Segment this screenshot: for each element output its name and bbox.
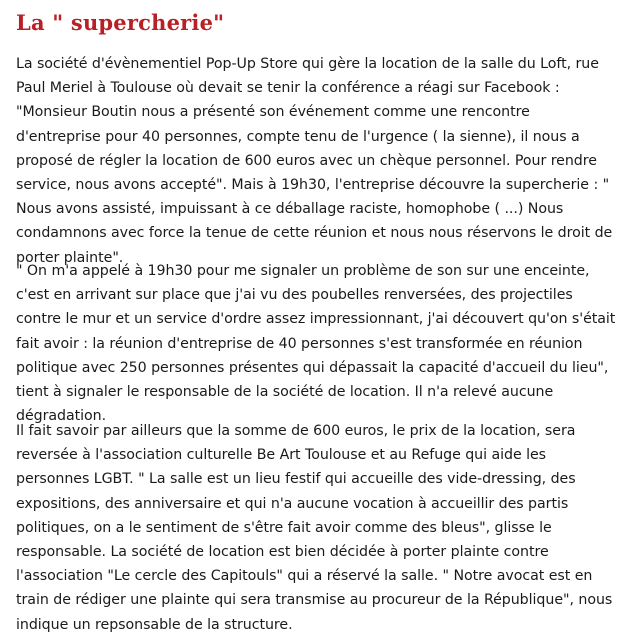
article	[16, 0, 616, 633]
article-paragraph-2: " On m'a appelé à 19h30 pour me signaler un problème de son sur une enceinte, c'est en arrivant sur place que j'ai vu des poubelles renversées, des projectiles contre le mur et un service d'ordre assez impressionnant, j'ai découvert qu'on s'était fait avoir : la réunion d'entreprise de 40 personnes s'est transformée en réunion politique avec 250 personnes présentes qui dépassait la capacité d'accueil du lieu", tient à signaler le responsable de la société de location. Il n'a relevé aucune dégradation.	[16, 263, 616, 425]
section-heading: La " supercherie"	[16, 10, 225, 35]
article-paragraph-3: Il fait savoir par ailleurs que la somme de 600 euros, le prix de la location, sera reversée à l'association culturelle Be Art Toulouse et au Refuge qui aide les personnes LGBT. " La salle est un lieu festif qui accueille des vide-dressing, des expositions, des anniversaire et qui n'a aucune vocation à accueillir des partis politiques, on a le sentiment de s'être fait avoir comme des bleus", glisse le responsable. La société de location est bien décidée à porter plainte contre l'association "Le cercle des Capitouls" qui a réservé la salle. " Notre avocat est en train de rédiger une plainte qui sera transmise au procureur de la République", nous indique un repsonsable de la structure.	[16, 423, 613, 633]
article-paragraph-1: La société d'évènementiel Pop-Up Store qui gère la location de la salle du Loft, rue Paul Meriel à Toulouse où devait se tenir la conférence a réagi sur Facebook : "Monsieur Boutin nous a présenté son événement comme une rencontre d'entreprise pour 40 personnes, compte tenu de l'urgence ( la sienne), il nous a proposé de régler la location de 600 euros avec un chèque personnel. Pour rendre service, nous avons accepté". Mais à 19h30, l'entreprise découvre la supercherie : " Nous avons assisté, impuissant à ce déballage raciste, homophobe ( ...) Nous condamnons avec force la tenue de cette réunion et nous nous réservons le droit de porter plainte".	[16, 56, 613, 266]
